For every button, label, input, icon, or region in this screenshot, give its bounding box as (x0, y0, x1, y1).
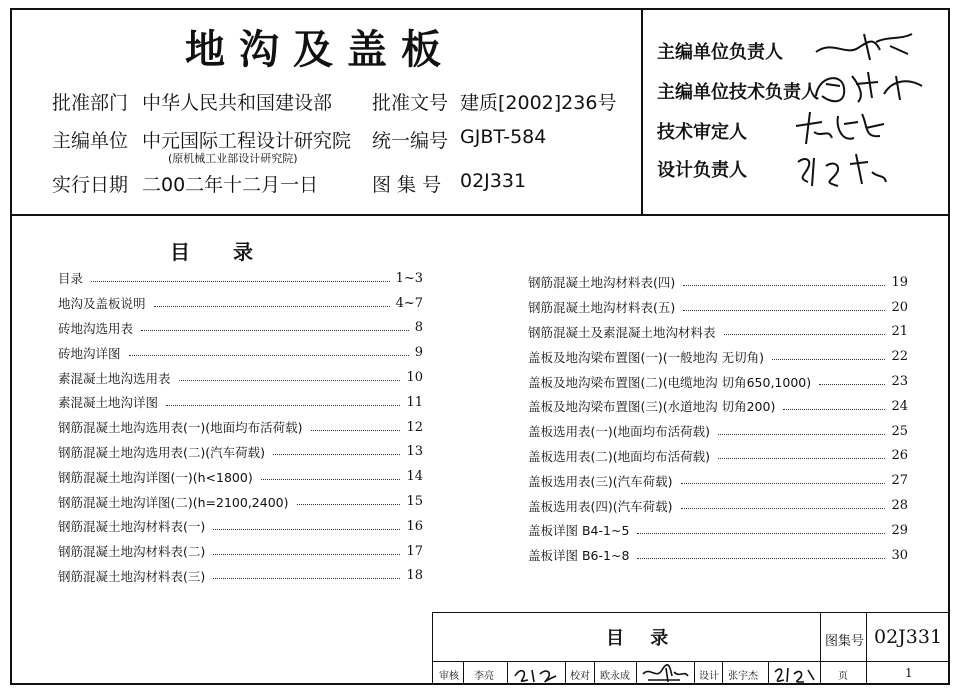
titleblock-checker: 欧永成 (600, 671, 630, 682)
titleblock-cell-rule-6 (694, 661, 695, 685)
titleblock-check-label: 校对 (570, 671, 590, 682)
titleblock-design-label: 设计 (699, 671, 719, 682)
chief-editor-value: 中元国际工程设计研究院 (142, 130, 352, 152)
toc-leader-dots (179, 380, 401, 381)
toc-entry-label: 砖地沟选用表 (58, 319, 137, 337)
toc-entry (58, 266, 423, 291)
chief-unit-head-label: 主编单位负责人 (657, 42, 783, 63)
titleblock-rule-a (820, 612, 821, 685)
toc-entry-page: 4~7 (395, 295, 423, 311)
toc-entry (58, 316, 423, 341)
toc-leader-dots (213, 529, 400, 530)
toc-entry-page: 19 (891, 274, 908, 290)
toc-entry-page: 21 (891, 324, 908, 340)
titleblock-top-rule (432, 612, 950, 613)
titleblock-page-label: 页 (838, 671, 848, 682)
toc-leader-dots (718, 458, 885, 459)
toc-entry-label: 钢筋混凝土及素混凝土地沟材料表 (528, 323, 720, 341)
titleblock-cell-rule-1 (463, 661, 464, 685)
toc-entry-label: 目录 (58, 269, 87, 287)
toc-entry-label: 钢筋混凝土地沟选用表(二)(汽车荷载) (58, 443, 269, 461)
toc-entry-page: 25 (891, 423, 908, 439)
toc-entry-label: 盖板选用表(四)(汽车荷载) (528, 497, 677, 515)
toc-entry-label: 地沟及盖板说明 (58, 294, 150, 312)
effective-date-label: 实行日期 (52, 174, 129, 196)
toc-entry-label: 钢筋混凝土地沟材料表(五) (528, 298, 679, 316)
toc-leader-dots (213, 578, 400, 579)
toc-entry-label: 钢筋混凝土地沟材料表(四) (528, 273, 679, 291)
toc-leader-dots (681, 508, 886, 509)
toc-entry-page: 28 (891, 498, 908, 514)
toc-entry (58, 291, 423, 316)
toc-leader-dots (681, 483, 886, 484)
toc-entry-page: 14 (406, 469, 423, 485)
toc-entry-label: 钢筋混凝土地沟材料表(三) (58, 567, 209, 585)
toc-entry-page: 22 (891, 349, 908, 365)
toc-entry (528, 369, 908, 394)
toc-entry (58, 514, 423, 539)
titleblock-cell-rule-7 (722, 661, 723, 685)
toc-leader-dots (783, 409, 885, 410)
toc-entry-label: 盖板详图 B6-1~8 (528, 546, 633, 564)
toc-entry-label: 盖板及地沟梁布置图(一)(一般地沟 无切角) (528, 348, 768, 366)
titleblock-mid-rule (432, 661, 950, 662)
toc-leader-dots (129, 355, 409, 356)
toc-entry-label: 盖板及地沟梁布置图(三)(水道地沟 切角200) (528, 397, 779, 415)
toc-entry-page: 17 (406, 543, 423, 559)
toc-leader-dots (683, 285, 885, 286)
toc-leader-dots (273, 454, 400, 455)
toc-entry (58, 564, 423, 589)
toc-entry-page: 27 (891, 473, 908, 489)
toc-leader-dots (261, 479, 401, 480)
effective-date-value: 二00二年十二月一日 (142, 174, 319, 196)
titleblock-reviewer: 李亮 (474, 671, 494, 682)
toc-leader-dots (297, 504, 401, 505)
chief-editor-label: 主编单位 (52, 130, 129, 152)
toc-entry-label: 砖地沟详图 (58, 344, 125, 362)
toc-entry-label: 钢筋混凝土地沟材料表(二) (58, 542, 209, 560)
toc-entry-label: 盖板选用表(一)(地面均布活荷载) (528, 422, 714, 440)
toc-entry-page: 18 (406, 568, 423, 584)
atlas-no-value: 02J331 (460, 170, 527, 192)
toc-heading: 目 录 (170, 240, 271, 264)
toc-leader-dots (683, 310, 885, 311)
toc-entry (528, 320, 908, 345)
signature-chief-unit-head (812, 26, 922, 66)
titleblock-atlas-label: 图集号 (825, 634, 865, 649)
toc-entry (58, 539, 423, 564)
toc-leader-dots (772, 359, 885, 360)
titleblock-page-no: 1 (905, 666, 913, 680)
titleblock-cell-rule-8 (768, 661, 769, 685)
unified-no-label: 统一编号 (372, 130, 449, 152)
titleblock-left-rule (432, 612, 433, 685)
design-lead-label: 设计负责人 (657, 160, 747, 181)
page-title: 地沟及盖板 (185, 27, 455, 73)
toc-leader-dots (91, 281, 390, 282)
toc-entry (58, 464, 423, 489)
toc-leader-dots (213, 554, 400, 555)
header-vertical-divider (641, 8, 643, 215)
toc-entry-label: 钢筋混凝土地沟选用表(一)(地面均布活荷载) (58, 418, 307, 436)
toc-entry-label: 盖板及地沟梁布置图(二)(电缆地沟 切角650,1000) (528, 373, 815, 391)
toc-entry-page: 8 (414, 320, 423, 336)
titleblock-sheet-title: 目 录 (606, 628, 679, 649)
toc-leader-dots (637, 558, 885, 559)
titleblock-cell-rule-5 (636, 661, 637, 685)
toc-entry (528, 518, 908, 543)
approval-doc-label: 批准文号 (372, 92, 449, 114)
toc-entry-page: 29 (891, 522, 908, 538)
toc-entry-label: 素混凝土地沟选用表 (58, 369, 175, 387)
toc-entry-label: 钢筋混凝土地沟详图(二)(h=2100,2400) (58, 493, 293, 511)
toc-entry (58, 340, 423, 365)
toc-entry-page: 16 (406, 518, 423, 534)
signature-tech-head (812, 66, 932, 110)
technical-reviewer-label: 技术审定人 (657, 122, 747, 143)
toc-leader-dots (141, 330, 409, 331)
titleblock-atlas-no: 02J331 (874, 626, 943, 648)
toc-entry-label: 盖板详图 B4-1~5 (528, 521, 633, 539)
toc-leader-dots (819, 384, 885, 385)
toc-leader-dots (637, 533, 885, 534)
signature-checker (640, 662, 690, 684)
chief-unit-tech-head-label: 主编单位技术负责人 (657, 82, 819, 103)
toc-entry-label: 钢筋混凝土地沟详图(一)(h<1800) (58, 468, 257, 486)
toc-entry-page: 12 (406, 419, 423, 435)
toc-entry-page: 13 (406, 444, 423, 460)
toc-left-column (58, 266, 423, 588)
signature-designer (772, 662, 818, 684)
approval-dept-value: 中华人民共和国建设部 (142, 92, 333, 114)
toc-entry (58, 415, 423, 440)
toc-entry (528, 394, 908, 419)
toc-entry (58, 440, 423, 465)
toc-entry-page: 30 (891, 547, 908, 563)
titleblock-cell-rule-2 (507, 661, 508, 685)
toc-entry-label: 盖板选用表(二)(地面均布活荷载) (528, 447, 714, 465)
chief-editor-note: (原机械工业部设计研究院) (168, 152, 298, 165)
signature-design-lead (792, 148, 892, 192)
toc-leader-dots (724, 334, 886, 335)
toc-entry-page: 24 (891, 398, 908, 414)
toc-leader-dots (311, 430, 401, 431)
toc-entry-page: 11 (406, 394, 423, 410)
toc-entry-page: 15 (406, 494, 423, 510)
toc-entry (528, 270, 908, 295)
toc-entry (58, 365, 423, 390)
toc-entry-label: 素混凝土地沟详图 (58, 393, 162, 411)
toc-entry-label: 盖板选用表(三)(汽车荷载) (528, 472, 677, 490)
toc-entry-label: 钢筋混凝土地沟材料表(一) (58, 517, 209, 535)
titleblock-rule-b (866, 612, 867, 685)
titleblock-designer: 张宇杰 (728, 671, 758, 682)
toc-entry-page: 26 (891, 448, 908, 464)
toc-entry (528, 344, 908, 369)
approval-doc-value: 建质[2002]236号 (460, 92, 617, 114)
signature-technical-reviewer (792, 108, 892, 148)
toc-entry (528, 295, 908, 320)
toc-entry (528, 543, 908, 568)
header-divider (10, 214, 950, 216)
atlas-no-label: 图 集 号 (372, 174, 442, 196)
titleblock-cell-rule-4 (594, 661, 595, 685)
toc-entry (528, 493, 908, 518)
approval-dept-label: 批准部门 (52, 92, 129, 114)
toc-entry-page: 1~3 (395, 270, 423, 286)
toc-leader-dots (166, 405, 400, 406)
titleblock-review-label: 审核 (439, 671, 459, 682)
toc-entry (58, 489, 423, 514)
toc-leader-dots (154, 306, 390, 307)
toc-entry-page: 9 (414, 345, 423, 361)
toc-entry (58, 390, 423, 415)
toc-entry-page: 20 (891, 299, 908, 315)
titleblock-cell-rule-3 (565, 661, 566, 685)
toc-leader-dots (718, 434, 885, 435)
toc-entry (528, 419, 908, 444)
toc-entry (528, 468, 908, 493)
toc-entry-page: 23 (891, 374, 908, 390)
unified-no-value: GJBT-584 (460, 126, 547, 148)
signature-reviewer (512, 662, 562, 684)
toc-right-column (528, 270, 908, 568)
toc-entry (528, 444, 908, 469)
toc-entry-page: 10 (406, 370, 423, 386)
